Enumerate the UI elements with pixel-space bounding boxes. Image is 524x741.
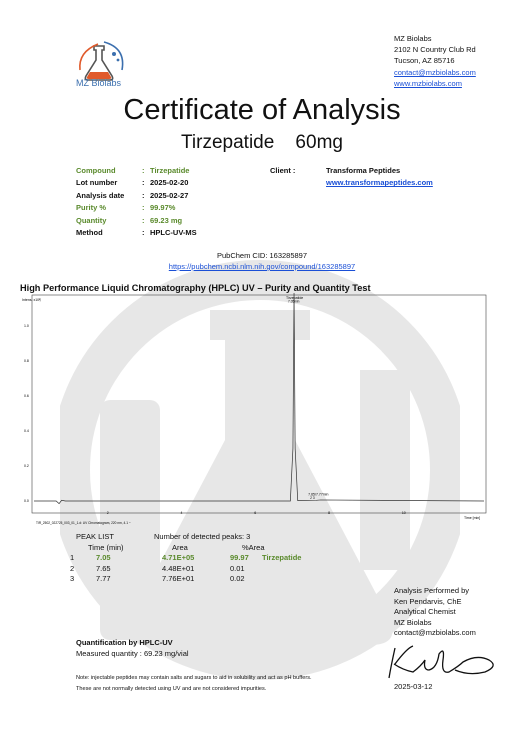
footnote <box>76 673 312 695</box>
lab-website-link[interactable]: www.mzbiolabs.com <box>394 78 462 88</box>
note-line-2: These are not normally detected using UV and are not considered impurities. <box>76 686 267 692</box>
y-tick-label: 0.0 <box>24 499 29 503</box>
analyst-role: Analytical Chemist <box>394 607 456 617</box>
x-tick-label: 2 <box>106 511 109 515</box>
plot-frame <box>32 295 486 513</box>
analyst-info <box>394 586 476 639</box>
quant-text: Measured quantity : 69.23 mg/vial <box>76 649 189 658</box>
purity-label: Purity % <box>76 203 107 213</box>
peak-annotation-sub: 2 3 <box>310 495 315 500</box>
y-tick-label: 0.6 <box>24 394 29 399</box>
compound-label: Compound <box>76 166 116 175</box>
lab-street: 2102 N Country Club Rd <box>394 45 476 55</box>
lot-value: 2025-02-20 <box>150 178 189 188</box>
client-name: Transforma Peptides <box>326 166 401 175</box>
peak-annotation: 7.65/7.77min <box>308 492 329 497</box>
x-tick-label: 8 <box>328 511 331 515</box>
peak-annotation: Tirzepatide <box>286 296 304 300</box>
x-tick-label: 10 <box>401 511 406 515</box>
sample-info <box>76 165 197 239</box>
quant-title: Quantification by HPLC-UV <box>76 638 173 647</box>
client-info <box>270 165 433 190</box>
hplc-chromatogram <box>20 293 490 525</box>
document-title: Certificate of Analysis <box>123 94 401 126</box>
peak-time: 7.05 <box>96 553 111 562</box>
y-axis-label: Intens. x10¶ <box>22 298 42 302</box>
quantity-label: Quantity <box>76 215 107 225</box>
signature <box>385 640 503 682</box>
peak-list-header: PEAK LIST <box>76 532 114 541</box>
colon: : <box>142 190 145 200</box>
analysis-performed-by: Analysis Performed by <box>394 586 470 595</box>
y-tick-label: 1.0 <box>24 324 29 329</box>
peak-pct: 0.01 <box>230 563 245 573</box>
peak-name: Tirzepatide <box>262 553 302 562</box>
y-tick-label: 0.8 <box>24 359 29 364</box>
purity-value: 99.97% <box>150 203 176 213</box>
analyst-name: Ken Pendarvis, ChE <box>394 596 462 606</box>
method-label: Method <box>76 228 103 238</box>
colon: : <box>142 203 145 213</box>
colon: : <box>142 228 145 238</box>
x-tick-label: 6 <box>254 511 257 515</box>
y-tick-label: 0.2 <box>24 464 29 469</box>
peak-area: 7.76E+01 <box>162 574 195 583</box>
peak-time: 7.77 <box>96 574 111 583</box>
quantification <box>76 637 189 659</box>
colon: : <box>142 178 145 188</box>
client-label: Client : <box>270 166 296 175</box>
peak-no: 3 <box>70 574 75 583</box>
note-line-1: Note: injectable peptides may contain salts and sugars to aid in solubility and act as pH buffers. <box>76 675 312 681</box>
analyst-org: MZ Biolabs <box>394 617 432 627</box>
pubchem-cid: PubChem CID: 163285897 <box>216 251 308 260</box>
pubchem-link[interactable]: https://pubchem.ncbi.nlm.nih.gov/compound/163285897 <box>168 262 356 271</box>
lab-email-link[interactable]: contact@mzbiolabs.com <box>394 67 476 77</box>
peak-count: Number of detected peaks: 3 <box>154 532 251 541</box>
colon: : <box>142 166 145 175</box>
document-subtitle: Tirzepatide 60mg <box>181 132 343 153</box>
peak-area: 4.71E+05 <box>162 553 195 562</box>
logo-text: MZ Biolabs <box>76 78 122 88</box>
compound-value: Tirzepatide <box>150 166 190 175</box>
pubchem-info <box>0 250 524 272</box>
chart-footer: TIR_2502_022725_003_01_1.d: UV Chromatogram, 220 nm, 4.1 ~ <box>36 521 131 525</box>
colon: : <box>142 215 145 225</box>
lab-name: MZ Biolabs <box>394 34 432 43</box>
lab-address <box>394 33 476 89</box>
lot-label: Lot number <box>76 178 118 188</box>
peak-no: 1 <box>70 553 75 562</box>
x-axis-label: Time [min] <box>464 516 481 520</box>
peak-pct: 0.02 <box>230 574 245 583</box>
col-area: Area <box>172 542 188 552</box>
peak-no: 2 <box>70 563 75 573</box>
quantity-value: 69.23 mg <box>150 215 183 225</box>
signature-date: 2025-03-12 <box>394 682 433 691</box>
col-time: Time (min) <box>88 542 124 552</box>
x-tick-label: 4 <box>180 511 183 515</box>
date-value: 2025-02-27 <box>150 190 189 200</box>
peak-area: 4.48E+01 <box>162 563 195 573</box>
peak-row <box>70 574 301 585</box>
hplc-title: High Performance Liquid Chromatography (HPLC) UV – Purity and Quantity Test <box>20 283 371 293</box>
analyst-email: contact@mzbiolabs.com <box>394 628 476 638</box>
peak-row <box>70 553 301 564</box>
method-value: HPLC-UV-MS <box>150 228 197 238</box>
client-website-link[interactable]: www.transformapeptides.com <box>326 178 433 188</box>
date-label: Analysis date <box>76 190 125 200</box>
y-tick-label: 0.4 <box>24 429 29 434</box>
col-pct: %Area <box>242 542 265 552</box>
peak-list <box>70 532 301 585</box>
peak-row <box>70 564 301 575</box>
peak-pct: 99.97 <box>230 553 249 562</box>
peak-time: 7.65 <box>96 563 111 573</box>
lab-city: Tucson, AZ 85716 <box>394 56 455 66</box>
uv-trace <box>34 293 484 504</box>
peak-annotation-sub: 7.05min <box>288 299 300 304</box>
